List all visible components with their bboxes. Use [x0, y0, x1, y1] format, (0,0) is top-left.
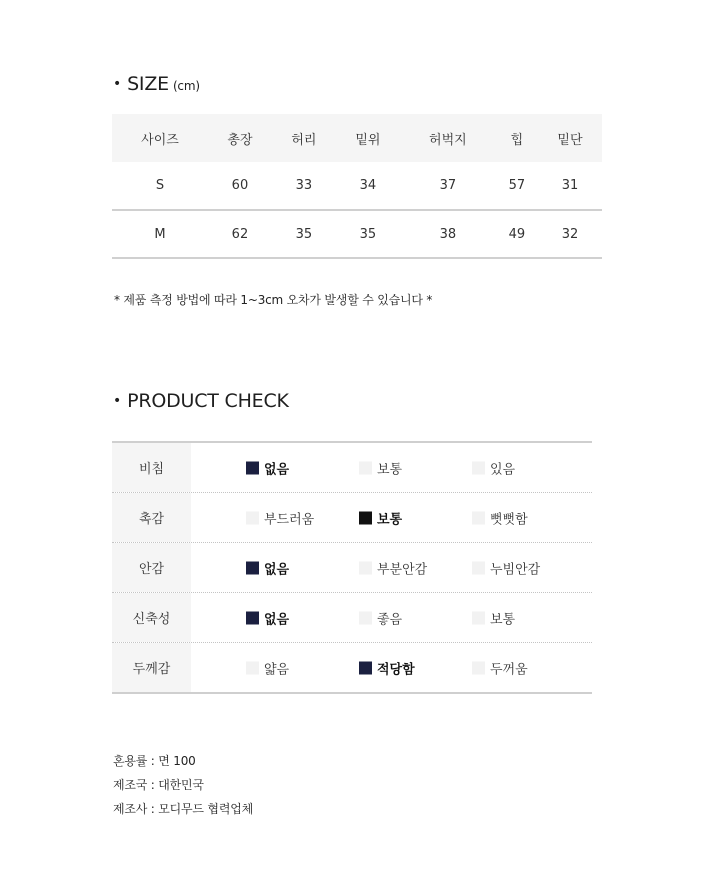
check-row-label: 두께감 — [112, 643, 191, 692]
check-row — [112, 443, 592, 493]
option-label: 보통 — [490, 612, 516, 627]
check-option — [246, 608, 289, 627]
header-cell: 허벅지 — [400, 114, 496, 162]
table-cell: 60 — [208, 162, 272, 210]
checkbox-icon — [246, 561, 259, 574]
table-cell: 35 — [272, 210, 336, 258]
option-label: 좋음 — [377, 612, 403, 627]
checkbox-icon — [472, 611, 485, 624]
check-row-label: 안감 — [112, 543, 191, 592]
table-cell: 38 — [400, 210, 496, 258]
table-cell: 31 — [538, 162, 602, 210]
size-table-header — [112, 114, 602, 162]
product-check-title — [113, 390, 289, 412]
check-row — [112, 593, 592, 643]
check-option — [472, 458, 515, 477]
info-manufacturer: 제조사 : 모디무드 협력업체 — [113, 802, 253, 816]
check-row-label: 촉감 — [112, 493, 191, 542]
check-option — [359, 658, 415, 677]
check-option — [246, 558, 289, 577]
checkbox-icon — [246, 461, 259, 474]
table-cell: 37 — [400, 162, 496, 210]
check-option — [359, 508, 402, 527]
check-row-label: 비침 — [112, 443, 191, 492]
product-check-title-text: PRODUCT CHECK — [127, 390, 289, 412]
header-cell: 사이즈 — [112, 114, 208, 162]
checkbox-icon — [359, 561, 372, 574]
table-row — [112, 162, 602, 210]
bullet-icon: • — [113, 76, 122, 92]
checkbox-icon — [472, 561, 485, 574]
measurement-note: * 제품 측정 방법에 따라 1~3cm 오차가 발생할 수 있습니다 * — [114, 293, 433, 307]
checkbox-icon — [246, 511, 259, 524]
check-option — [472, 608, 515, 627]
table-cell: 62 — [208, 210, 272, 258]
option-label: 두꺼움 — [490, 662, 528, 677]
check-option — [246, 458, 289, 477]
check-options — [191, 543, 592, 592]
option-label: 없음 — [264, 462, 290, 477]
checkbox-icon — [359, 611, 372, 624]
table-cell: 32 — [538, 210, 602, 258]
option-label: 보통 — [377, 462, 403, 477]
checkbox-icon — [472, 661, 485, 674]
table-row — [112, 210, 602, 258]
check-option — [472, 558, 540, 577]
check-options — [191, 593, 592, 642]
check-option — [359, 608, 402, 627]
option-label: 없음 — [264, 612, 290, 627]
option-label: 보통 — [377, 512, 403, 527]
table-cell: 33 — [272, 162, 336, 210]
check-options — [191, 493, 592, 542]
check-option — [359, 458, 402, 477]
option-label: 부분안감 — [377, 562, 428, 577]
header-cell: 허리 — [272, 114, 336, 162]
check-row-label: 신축성 — [112, 593, 191, 642]
bullet-icon: • — [113, 393, 122, 409]
header-cell: 밑단 — [538, 114, 602, 162]
check-row — [112, 543, 592, 593]
check-options — [191, 443, 592, 492]
table-cell: 49 — [496, 210, 538, 258]
option-label: 없음 — [264, 562, 290, 577]
size-section-title — [113, 73, 200, 95]
info-material: 혼용률 : 면 100 — [113, 754, 196, 768]
checkbox-icon — [472, 511, 485, 524]
option-label: 있음 — [490, 462, 516, 477]
table-cell: 34 — [336, 162, 400, 210]
check-option — [246, 508, 314, 527]
size-unit: (cm) — [172, 79, 200, 93]
check-row — [112, 643, 592, 692]
table-cell: M — [112, 210, 208, 258]
checkbox-icon — [472, 461, 485, 474]
size-table — [112, 114, 602, 259]
size-title-text: SIZE — [127, 73, 169, 95]
checkbox-icon — [359, 511, 372, 524]
product-check-table — [112, 441, 592, 694]
header-cell: 밑위 — [336, 114, 400, 162]
header-cell: 총장 — [208, 114, 272, 162]
option-label: 얇음 — [264, 662, 290, 677]
option-label: 부드러움 — [264, 512, 315, 527]
header-cell: 힙 — [496, 114, 538, 162]
check-row — [112, 493, 592, 543]
check-option — [359, 558, 427, 577]
check-option — [472, 508, 528, 527]
table-cell: 35 — [336, 210, 400, 258]
option-label: 뻣뻣함 — [490, 512, 528, 527]
checkbox-icon — [246, 661, 259, 674]
check-options — [191, 643, 592, 692]
option-label: 누빔안감 — [490, 562, 541, 577]
checkbox-icon — [359, 461, 372, 474]
table-cell: 57 — [496, 162, 538, 210]
checkbox-icon — [359, 661, 372, 674]
info-country: 제조국 : 대한민국 — [113, 778, 204, 792]
checkbox-icon — [246, 611, 259, 624]
option-label: 적당함 — [377, 662, 415, 677]
table-cell: S — [112, 162, 208, 210]
check-option — [472, 658, 528, 677]
check-option — [246, 658, 289, 677]
